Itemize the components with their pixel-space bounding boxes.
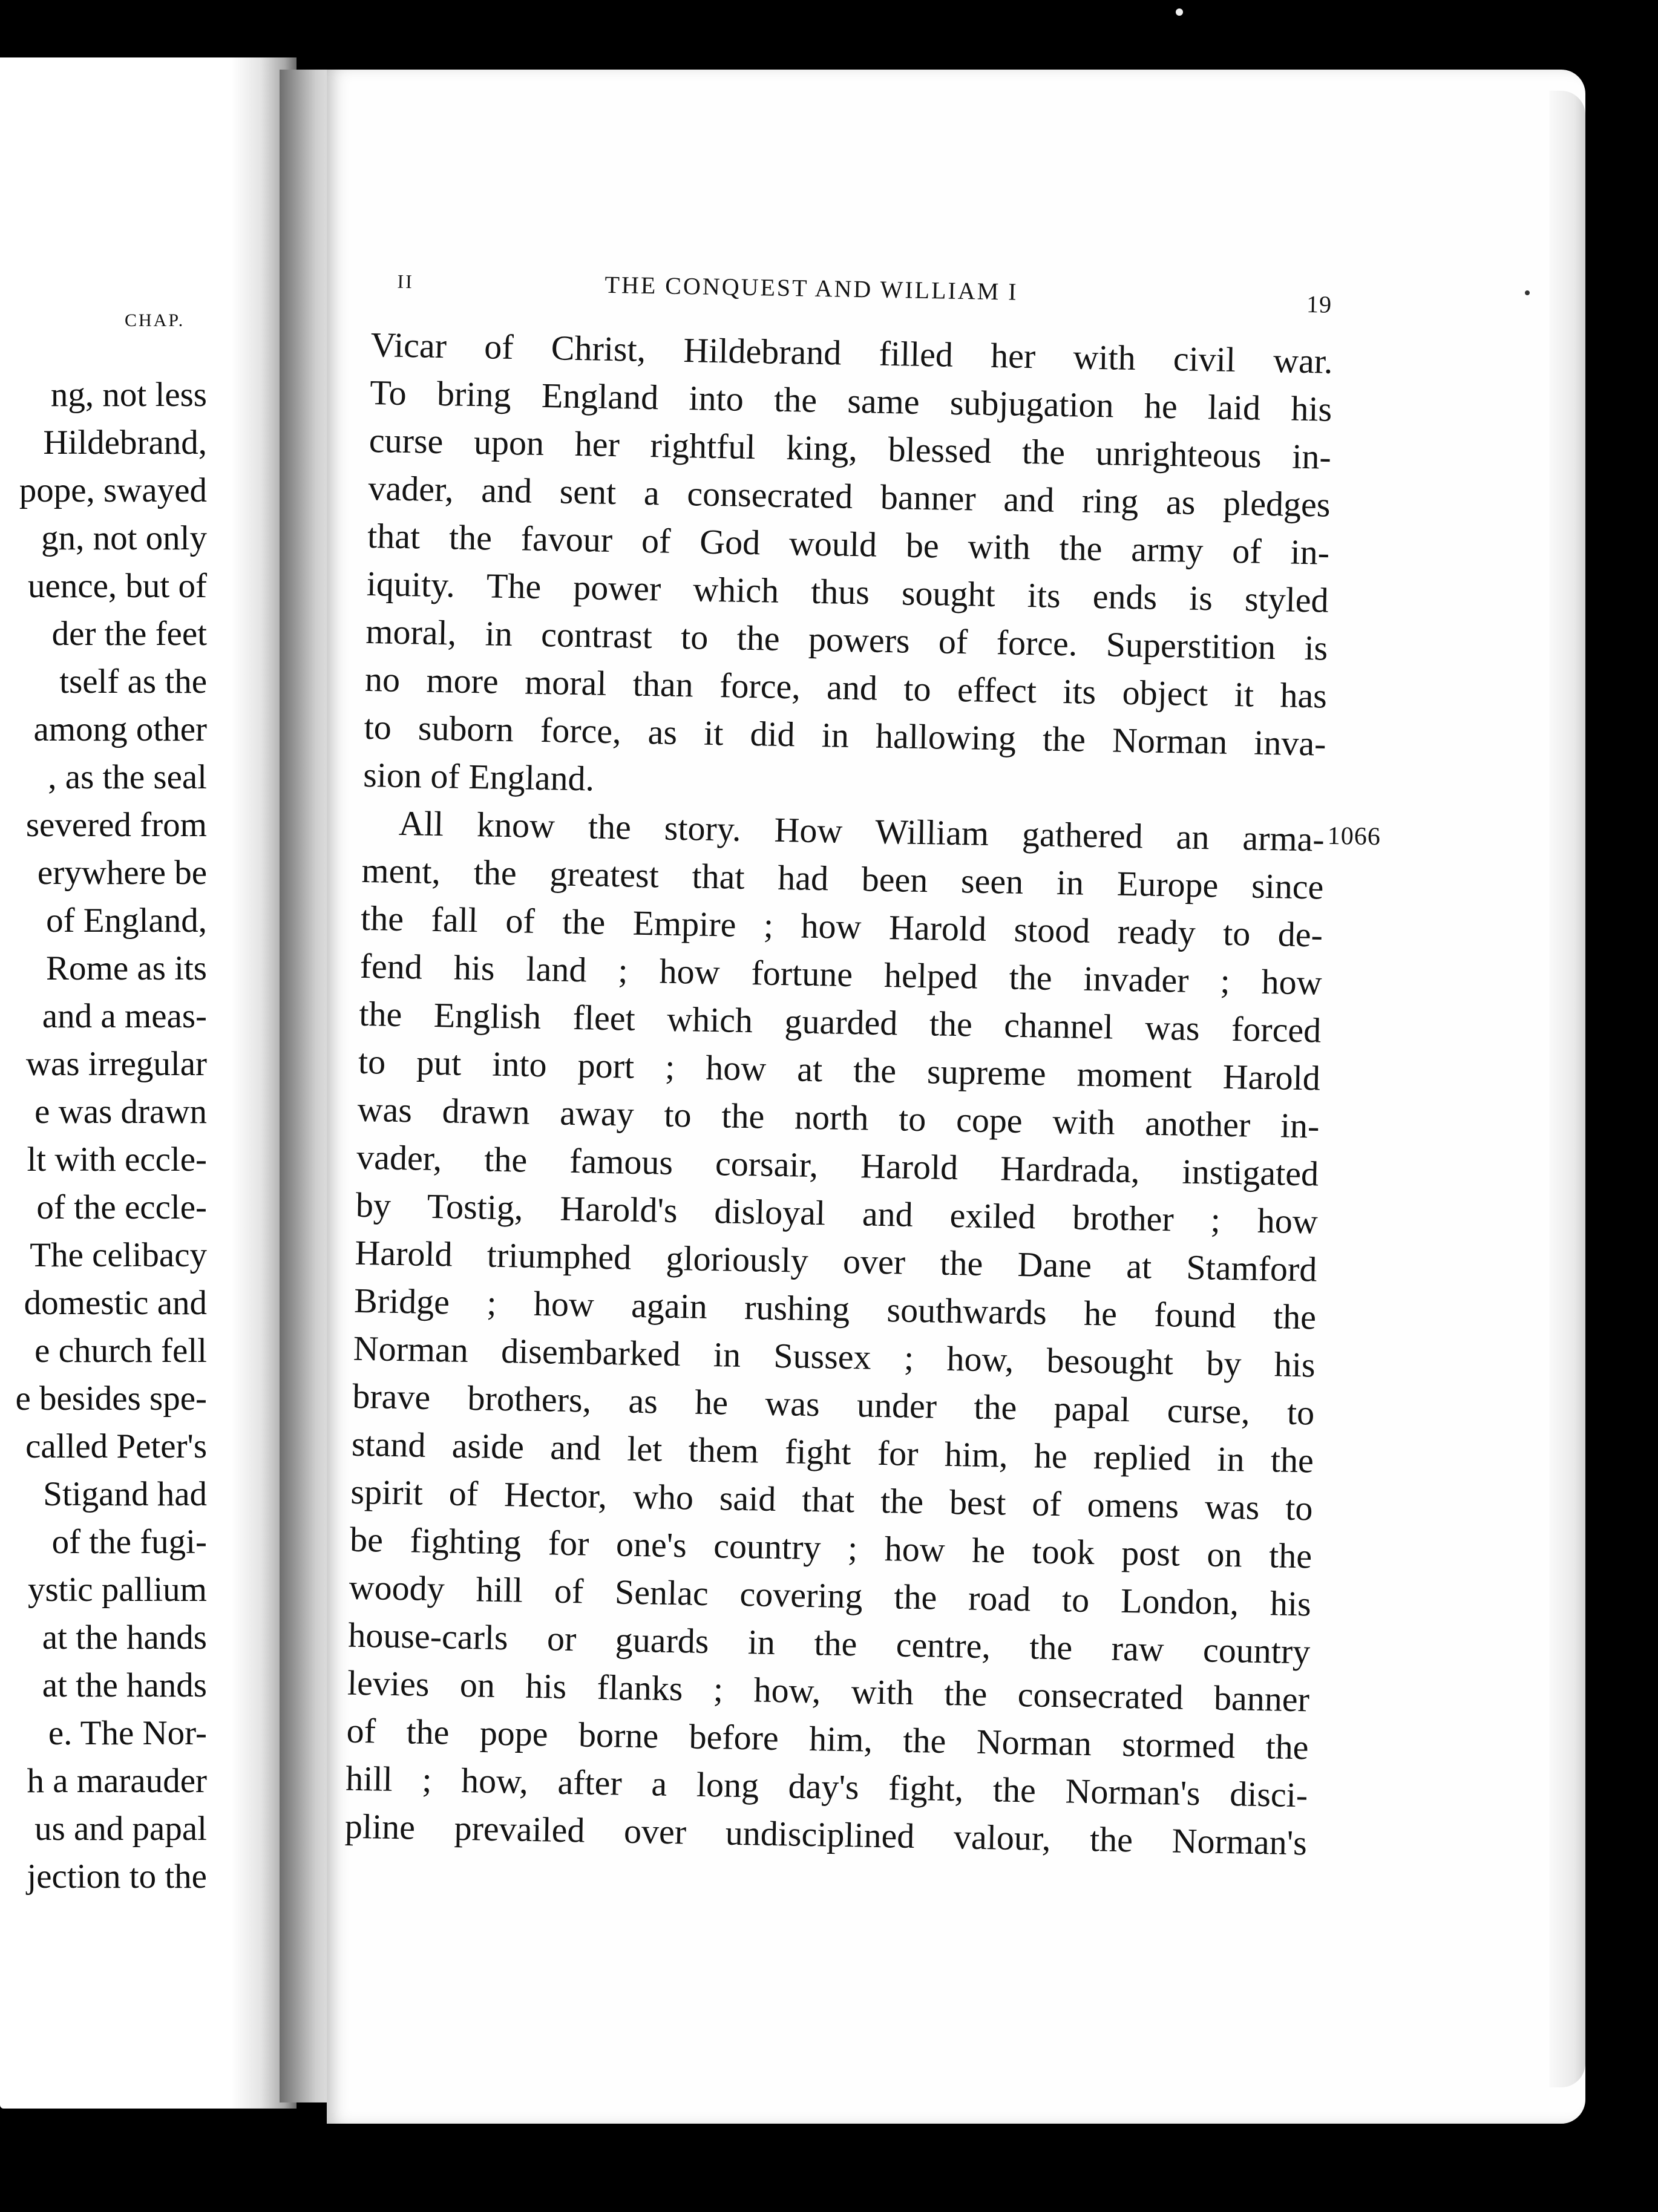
text-line: hill ; how, after a long day's fight, the Norman's disci- xyxy=(345,1758,1308,1815)
text-line: vader, the famous corsair, Harold Hardrada, instigated xyxy=(356,1137,1319,1194)
left-page-chapter-header: CHAP. xyxy=(125,310,185,330)
text-line: domestic and xyxy=(24,1284,207,1322)
text-line: Bridge ; how again rushing southwards he found the xyxy=(353,1280,1317,1337)
text-line: e church fell xyxy=(34,1332,207,1370)
text-line: fend his land ; how fortune helped the invader ; how xyxy=(359,946,1323,1003)
text-line: Vicar of Christ, Hildebrand filled her with civil war. xyxy=(370,324,1334,381)
text-line: ng, not less xyxy=(50,376,207,414)
text-line: The celibacy xyxy=(30,1236,207,1274)
text-line: moral, in contrast to the powers of force. Superstition is xyxy=(365,611,1328,668)
paragraph-story xyxy=(344,799,1325,1867)
text-line: , as the seal xyxy=(48,758,207,796)
text-line: pope, swayed xyxy=(19,471,207,509)
text-line: was irregular xyxy=(25,1045,207,1083)
text-line: Norman disembarked in Sussex ; how, besought by his xyxy=(353,1328,1316,1385)
text-line: and a meas- xyxy=(42,997,207,1035)
text-line: tself as the xyxy=(59,663,207,701)
text-line: woody hill of Senlac covering the road to London, his xyxy=(349,1567,1312,1624)
text-line: All know the story. How William gathered an arma- xyxy=(398,803,1325,859)
text-line: the English fleet which guarded the channel was forced xyxy=(358,993,1322,1050)
text-line: of the pope borne before him, the Norman stormed the xyxy=(346,1710,1309,1767)
text-line: that the favour of God would be with the army of in- xyxy=(367,515,1330,572)
text-line: spirit of Hector, who said that the best of omens was to xyxy=(350,1471,1313,1528)
paragraph-continuation xyxy=(363,321,1334,816)
text-line: uence, but of xyxy=(28,567,207,605)
text-line: of the eccle- xyxy=(36,1188,207,1226)
text-line: house-carls or guards in the centre, the raw country xyxy=(347,1615,1311,1672)
text-line: called Peter's xyxy=(25,1427,207,1465)
text-line: der the feet xyxy=(51,615,207,653)
chapter-number: II xyxy=(397,270,414,293)
text-line: brave brothers, as he was under the papal curse, to xyxy=(352,1376,1315,1433)
text-line: ment, the greatest that had been seen in Europe since xyxy=(361,850,1324,907)
page-edge xyxy=(1549,91,1585,2087)
text-line: be fighting for one's country ; how he took post on the xyxy=(349,1519,1312,1576)
text-line: at the hands xyxy=(42,1618,207,1657)
left-page-text xyxy=(0,371,207,1900)
text-line: to put into port ; how at the supreme moment Harold xyxy=(358,1041,1321,1098)
text-line: at the hands xyxy=(42,1666,207,1704)
text-line: To bring England into the same subjugation he laid his xyxy=(369,372,1332,429)
text-line: by Tostig, Harold's disloyal and exiled brother ; how xyxy=(355,1185,1319,1242)
margin-year-note: 1066 xyxy=(1327,822,1381,851)
text-line: among other xyxy=(33,710,207,748)
text-line: the fall of the Empire ; how Harold stood ready to de- xyxy=(360,898,1323,955)
text-line: e was drawn xyxy=(34,1093,207,1131)
text-line: jection to the xyxy=(27,1857,207,1896)
scan-speck xyxy=(1176,8,1183,16)
text-line: ystic pallium xyxy=(27,1571,207,1609)
text-line: Hildebrand, xyxy=(43,424,207,462)
text-line: Rome as its xyxy=(46,949,207,987)
text-line: Harold triumphed gloriously over the Dane at Stamford xyxy=(354,1232,1317,1289)
text-line: levies on his flanks ; how, with the consecrated banner xyxy=(347,1663,1310,1720)
text-line: curse upon her rightful king, blessed the unrighteous in- xyxy=(369,420,1332,477)
text-line: e besides spe- xyxy=(15,1379,207,1418)
running-title: THE CONQUEST AND WILLIAM I xyxy=(605,270,1018,306)
text-line: of England, xyxy=(46,901,207,940)
text-line: severed from xyxy=(25,806,207,844)
text-line: iquity. The power which thus sought its ends is styled xyxy=(366,563,1329,620)
text-line: gn, not only xyxy=(41,519,207,557)
text-line: sion of England. xyxy=(362,754,595,799)
text-line: Stigand had xyxy=(43,1475,207,1513)
text-line: was drawn away to the north to cope with another in- xyxy=(357,1089,1320,1146)
text-line: e. The Nor- xyxy=(48,1714,207,1752)
text-line: to suborn force, as it did in hallowing the Norman inva- xyxy=(364,707,1327,764)
text-line: stand aside and let them fight for him, he replied in the xyxy=(351,1424,1314,1481)
scan-speck xyxy=(1525,290,1530,295)
text-line: of the fugi- xyxy=(51,1523,207,1561)
text-line: h a marauder xyxy=(27,1762,207,1800)
text-line: us and papal xyxy=(34,1810,207,1848)
left-page xyxy=(0,57,297,2109)
text-line: vader, and sent a consecrated banner and ring as pledges xyxy=(368,468,1331,525)
text-line: lt with eccle- xyxy=(27,1140,207,1179)
text-line: pline prevailed over undisciplined valour, the Norman's xyxy=(344,1806,1308,1863)
text-line: no more moral than force, and to effect its object it has xyxy=(364,659,1328,716)
page-text-block xyxy=(344,266,1381,1867)
page-number: 19 xyxy=(1306,290,1332,318)
text-line: erywhere be xyxy=(37,854,207,892)
